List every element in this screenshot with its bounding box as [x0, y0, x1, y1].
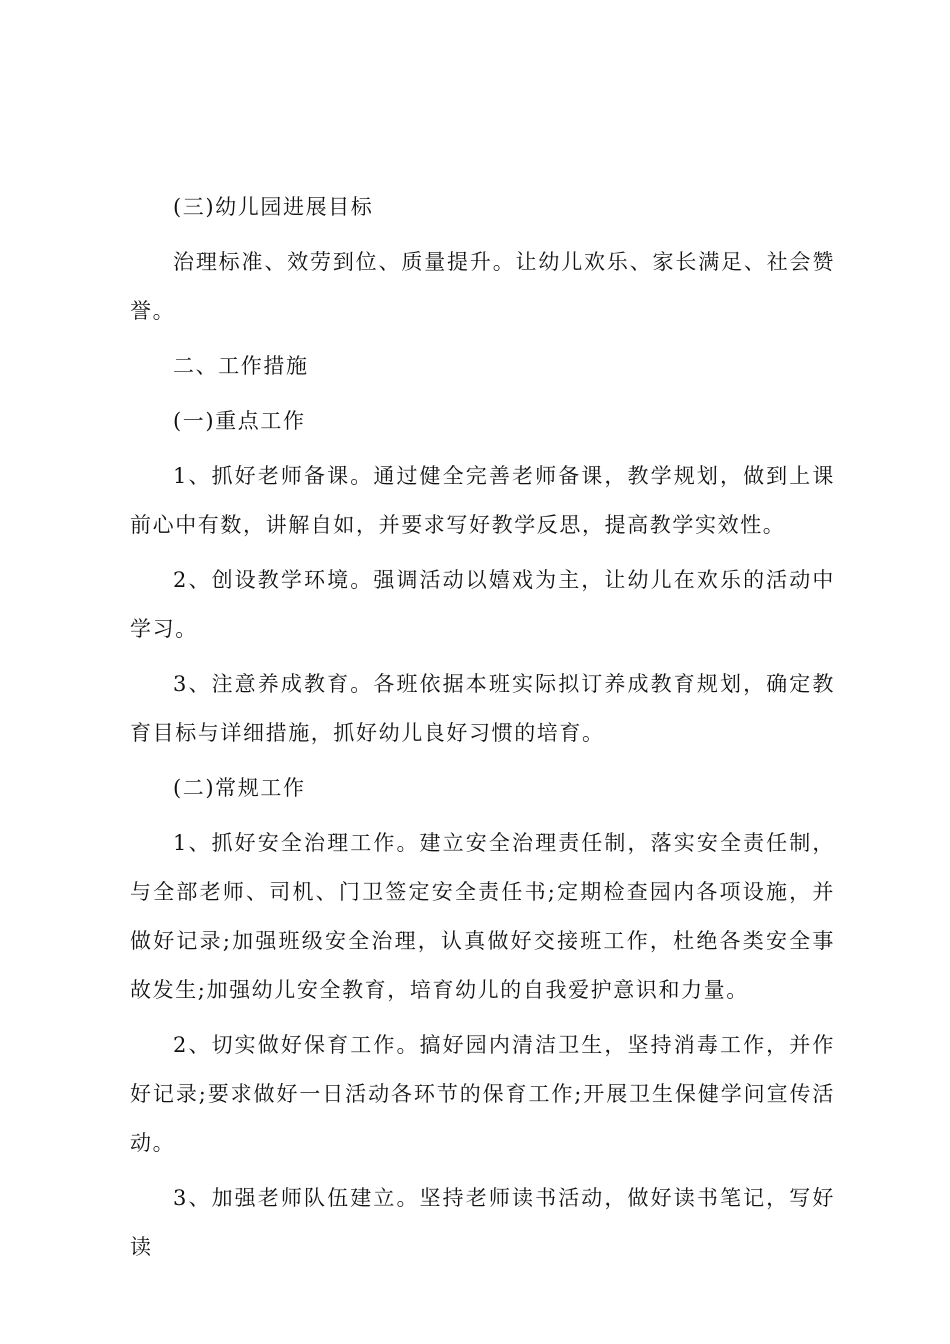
subheading-routine-work: (二)常规工作	[173, 776, 306, 800]
routine-work-item-1: 1、抓好安全治理工作。建立安全治理责任制，落实安全责任制，与全部老师、司机、门卫签定安全责任书;定期检查园内各项设施，并做好记录;加强班级安全治理，认真做好交接班工作，杜绝各类安全事故发生;加强幼儿安全教育，培育幼儿的自我爱护意识和力量。	[130, 831, 835, 1002]
key-work-item-3: 3、注意养成教育。各班依据本班实际拟订养成教育规划，确定教育目标与详细措施，抓好幼儿良好习惯的培育。	[130, 672, 835, 745]
routine-work-item-2: 2、切实做好保育工作。搞好园内清洁卫生，坚持消毒工作，并作好记录;要求做好一日活动各环节的保育工作;开展卫生保健学问宣传活动。	[130, 1033, 835, 1155]
section-heading-measures: 二、工作措施	[173, 354, 309, 378]
subheading-key-work: (一)重点工作	[173, 409, 306, 433]
section-heading-goals: (三)幼儿园进展目标	[173, 195, 374, 219]
routine-work-item-3: 3、加强老师队伍建立。坚持老师读书活动，做好读书笔记，写好读	[130, 1186, 835, 1259]
key-work-item-2: 2、创设教学环境。强调活动以嬉戏为主，让幼儿在欢乐的活动中学习。	[130, 568, 835, 641]
document-body	[130, 183, 835, 1278]
goals-paragraph: 治理标准、效劳到位、质量提升。让幼儿欢乐、家长满足、社会赞誉。	[130, 250, 835, 323]
key-work-item-1: 1、抓好老师备课。通过健全完善老师备课，教学规划，做到上课前心中有数，讲解自如，并要求写好教学反思，提高教学实效性。	[130, 464, 835, 537]
